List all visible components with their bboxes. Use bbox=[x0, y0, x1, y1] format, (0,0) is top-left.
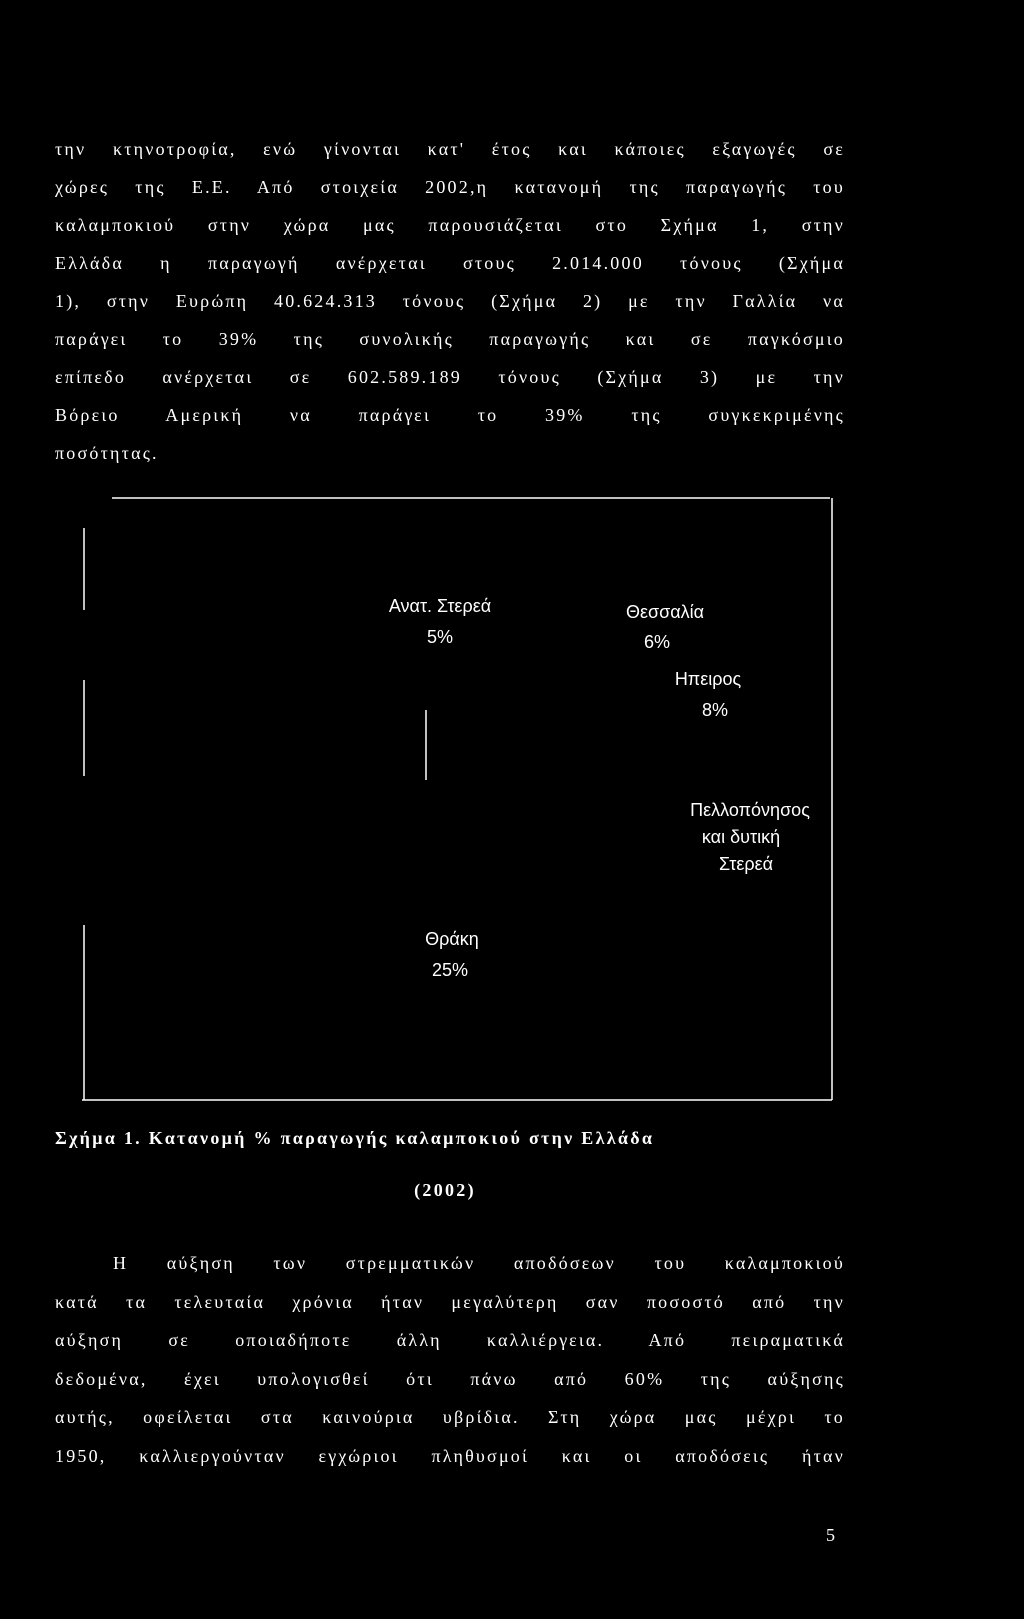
text-line: δεδομένα, έχει υπολογισθεί ότι πάνω από 60% της αύξησης bbox=[55, 1368, 845, 1389]
text-line: επίπεδο ανέρχεται σε 602.589.189 τόνους (Σχήμα 3) με την bbox=[55, 367, 845, 387]
slice-label-ipeiros bbox=[675, 669, 742, 720]
label-line: 25% bbox=[431, 960, 469, 980]
page-number: 5 bbox=[826, 1525, 835, 1545]
text-line: ποσότητας. bbox=[55, 443, 159, 463]
label-line: Θράκη bbox=[425, 929, 479, 949]
label-line: Στερεά bbox=[718, 854, 774, 874]
label-line: 6% bbox=[643, 632, 671, 652]
label-line: 8% bbox=[701, 700, 729, 720]
text-line: Ελλάδα η παραγωγή ανέρχεται στους 2.014.000 τόνους (Σχήμα bbox=[55, 253, 845, 273]
text-line: καλαμποκιού στην χώρα μας παρουσιάζεται στο Σχήμα 1, στην bbox=[55, 215, 845, 235]
figure-caption: Σχήμα 1. Κατανομή % παραγωγής καλαμποκιού στην Ελλάδα bbox=[55, 1128, 655, 1148]
label-line: Ηπειρος bbox=[674, 669, 742, 689]
label-line: Πελλοπόνησος bbox=[690, 800, 810, 820]
text-line: παράγει το 39% της συνολικής παραγωγής και σε παγκόσμιο bbox=[55, 329, 845, 349]
text-line: κατά τα τελευταία χρόνια ήταν μεγαλύτερη σαν ποσοστό από την bbox=[55, 1291, 845, 1312]
text-line: 1950, καλλιεργούνταν εγχώριοι πληθυσμοί και οι αποδόσεις ήταν bbox=[55, 1445, 845, 1466]
text-line: την κτηνοτροφία, ενώ γίνονται κατ' έτος και κάποιες εξαγωγές σε bbox=[55, 139, 845, 159]
figure-caption-year: (2002) bbox=[414, 1180, 476, 1200]
slice-label-thraki bbox=[425, 929, 479, 980]
text-line: αύξηση σε οποιαδήποτε άλλη καλλιέργεια. Από πειραματικά bbox=[55, 1330, 845, 1350]
body-paragraph-top bbox=[55, 130, 845, 472]
body-paragraph-bottom bbox=[55, 1244, 845, 1475]
label-line: και δυτική bbox=[701, 827, 781, 847]
label-line: Θεσσαλία bbox=[625, 602, 705, 622]
text-line: αυτής, οφείλεται στα καινούρια υβρίδια. Στη χώρα μας μέχρι το bbox=[55, 1407, 845, 1427]
text-line: Η αύξηση των στρεμματικών αποδόσεων του καλαμποκιού bbox=[113, 1253, 845, 1273]
chart-frame bbox=[82, 498, 832, 1100]
label-line: 5% bbox=[426, 627, 454, 647]
slice-label-anat-sterea bbox=[389, 596, 491, 647]
label-line: Ανατ. Στερεά bbox=[388, 596, 492, 616]
slice-label-thessalia bbox=[626, 602, 704, 652]
text-line: 1), στην Ευρώπη 40.624.313 τόνους (Σχήμα 2) με την Γαλλία να bbox=[55, 291, 845, 311]
text-line: χώρες της Ε.Ε. Από στοιχεία 2002,η κατανομή της παραγωγής του bbox=[55, 177, 845, 197]
text-line: Βόρειο Αμερική να παράγει το 39% της συγκεκριμένης bbox=[55, 405, 845, 425]
slice-label-peloponnisos bbox=[690, 800, 810, 874]
